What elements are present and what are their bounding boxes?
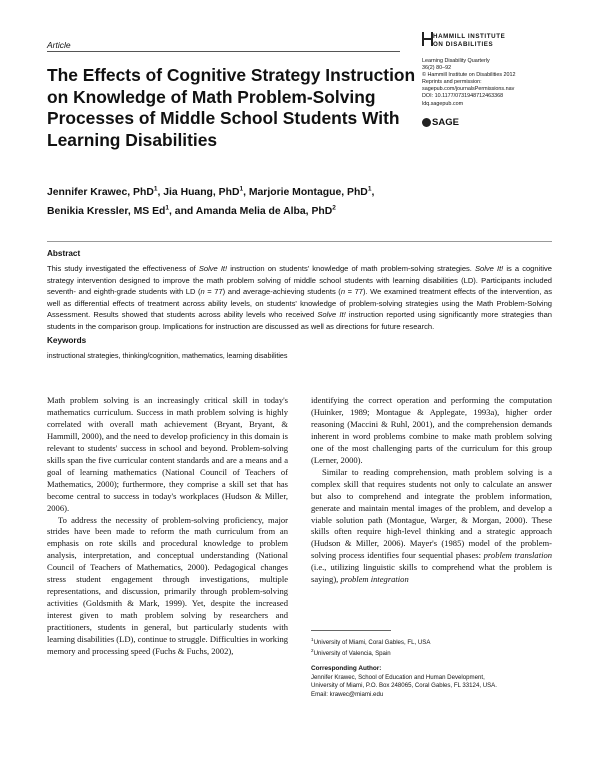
author: Benikia Kressler, MS Ed$^1$, and xyxy=(47,204,196,218)
author: Marjorie Montague, PhD$^1$, xyxy=(248,186,375,199)
affiliation-footnotes xyxy=(311,636,556,659)
keywords-heading: Keywords xyxy=(47,336,87,345)
footnote-rule xyxy=(311,630,391,631)
article-title: The Effects of Cognitive Strategy Instruction on Knowledge of Math Problem-Solving Processes of Middle School Students With Learning Disabilities xyxy=(47,65,416,150)
publisher-name xyxy=(433,33,505,48)
affiliation-footnote: $^2$University of Valencia, Spain xyxy=(311,648,391,658)
author: Jia Huang, PhD$^1$, xyxy=(163,186,249,199)
abstract-heading: Abstract xyxy=(47,249,81,258)
corresponding-email[interactable]: Email: krawec@miami.edu xyxy=(311,690,384,698)
reprints-label: Reprints and permission: xyxy=(422,79,482,86)
article-type-label: Article xyxy=(47,40,71,50)
body-paragraph: Similar to reading comprehension, math problem solving is a complex skill that requires students not only to calculate an answer but also to comprehend and integrate the problem information, generate and maintain mental images of the problem, and develop a viable solution path (Montague, Warger, & Morgan, 2000). These skills often require high-level thinking and a strategic approach (Hudson & Miller, 2006). Mayer's (1985) model of the problem-solving process identifies four sequential phases: problem translation (i.e., utilizing linguistic skills to comprehend what the problem is saying), problem integration xyxy=(311,466,552,585)
author: Jennifer Krawec, PhD$^1$, xyxy=(47,186,164,199)
keywords-text: instructional strategies, thinking/cognition, mathematics, learning disabilities xyxy=(47,351,288,360)
corresponding-author-details xyxy=(311,674,561,699)
body-paragraph: identifying the correct operation and performing the computation (Huinker, 1989; Montague & Applegate, 1993a), higher order reasoning (Maccini & Ruhl, 2001), and the comprehension demands inherent in word problems combine to make math problem solving one of the most challenging parts of the curriculum for this group (Lerner, 2000). xyxy=(311,395,552,465)
body-paragraph: Math problem solving is an increasingly critical skill in today's mathematics curriculum. Success in math problem solving is highly correlated with overall math achievement (Bryant, Bryant, & Hammill, 2000), and the need to develop proficiency in this domain is relevant to students' success in school and beyond. Problem-solving skills span the five curricular content standards and are a means and a goal of learning mathematics (National Council of Teachers of Mathematics, 2000); furthermore, they comprise a skill set that has become central to success in today's workplaces (Hudson & Miller, 2006). xyxy=(47,395,288,513)
copyright: © Hammill Institute on Disabilities 2012 xyxy=(422,72,516,79)
author: Amanda Melia de Alba, PhD$^2$ xyxy=(195,204,336,218)
journal-volume: 36(2) 80–92 xyxy=(422,65,452,72)
body-paragraph: To address the necessity of problem-solving proficiency, major strides have been made to reform the math curriculum from an emphasis on rote skills and procedural knowledge to problem analysis, interpretation, and conceptual understanding (National Council of Teachers of Mathematics, 2000). Pedagogical changes stress student engagement through investigations, multiple representations, and discussion, primarily through problem-solving activities (Goldsmith & Mark, 1999). Yet, despite the increased interest given to math problem solving by researchers and practitioners, students in general, but particularly students with learning disabilities (LD), continue to struggle. Difficulties in working memory and processing speed (Fuchs & Fuchs, 2002), xyxy=(47,514,289,657)
body-column-right xyxy=(311,395,552,586)
corresponding-author-heading: Corresponding Author: xyxy=(311,665,382,672)
doi: DOI: 10.1177/0731948712463368 xyxy=(422,93,504,100)
corresponding-address-line: University of Miami, P.O. Box 248065, Coral Gables, FL 33124, USA. xyxy=(311,682,497,690)
body-column-left xyxy=(47,395,288,658)
affiliation-footnote: $^1$University of Miami, Coral Gables, FL, USA xyxy=(311,637,431,647)
publisher-name-line2: ON DISABILITIES xyxy=(433,40,494,48)
hammill-logo-icon xyxy=(422,32,433,46)
corresponding-address-line: Jennifer Krawec, School of Education and Human Development, xyxy=(311,674,485,681)
publisher-name-line1: HAMMILL INSTITUTE xyxy=(433,33,506,40)
sage-logo xyxy=(422,117,459,128)
abstract-rule xyxy=(47,241,552,242)
journal-info xyxy=(422,58,582,108)
author-list xyxy=(47,182,547,220)
journal-name: Learning Disability Quarterly xyxy=(422,58,490,64)
sage-logo-text: SAGE xyxy=(432,117,459,128)
abstract-text: This study investigated the effectiveness of Solve It! instruction on students' knowledge of math problem-solving strategies. Solve It! is a cognitive strategy intervention designed to improve the math problem solving of middle school students with learning disabilities (LD). Participants included seventh- and eighth-grade students with LD (n = 77) and average-achieving students (n = 77). We examined treatment effects of the intervention, as well as differential effects of treatment across ability levels, on students' knowledge of problem-solving strategies using the Math Problem-Solving Assessment. Results showed that students across ability levels who received Solve It! instruction reported using significantly more strategies than students in the comparison group. Implications for instruction are discussed as well as directions for future research. xyxy=(47,264,553,331)
header-rule xyxy=(47,51,400,52)
permissions-link[interactable]: sagepub.com/journalsPermissions.nav xyxy=(422,86,515,93)
journal-url[interactable]: ldq.sagepub.com xyxy=(422,100,464,107)
